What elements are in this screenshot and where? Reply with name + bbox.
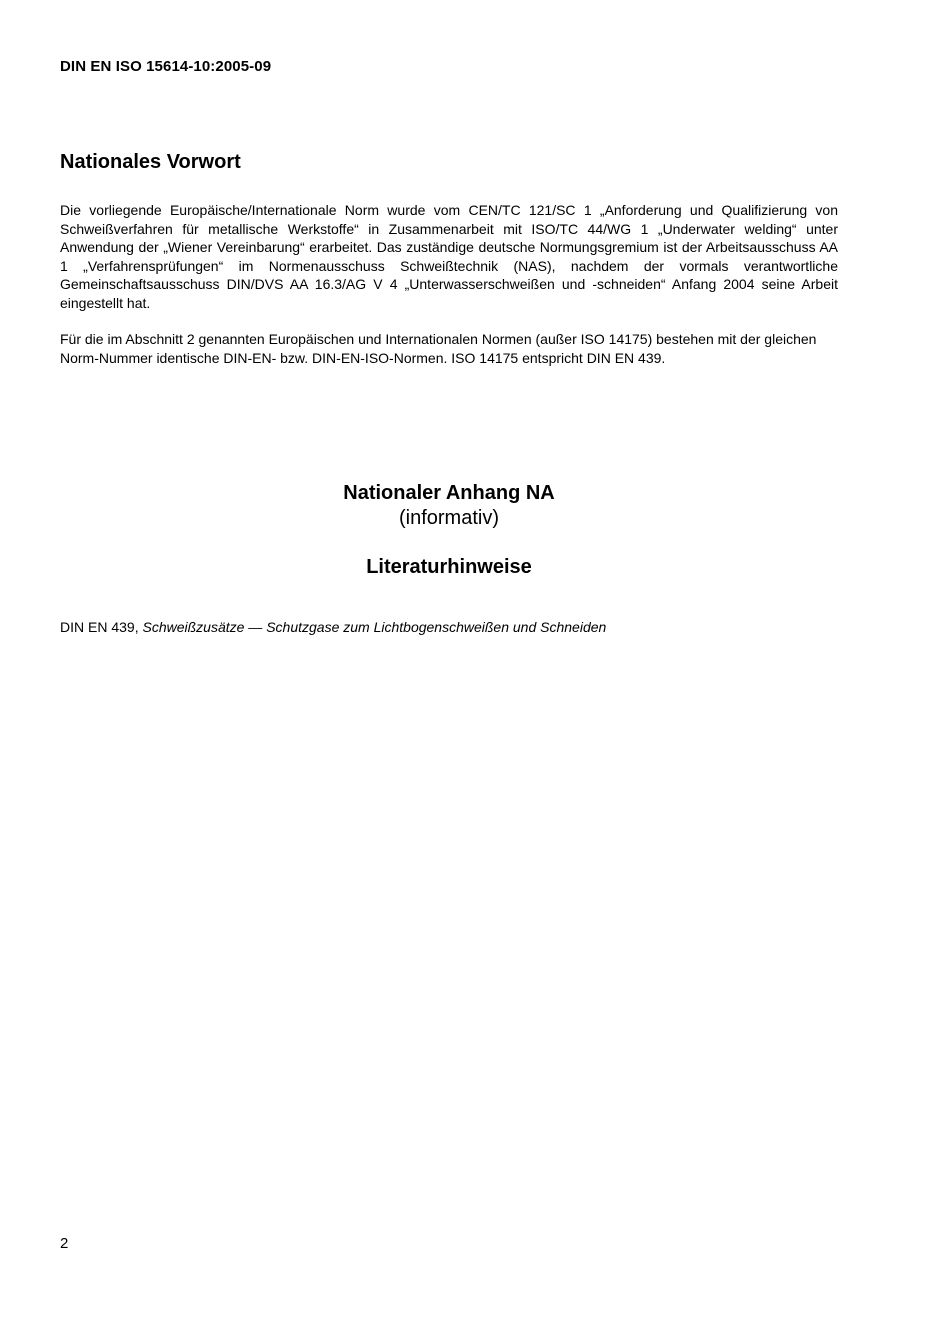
- document-identifier: DIN EN ISO 15614-10:2005-09: [60, 58, 272, 75]
- bibliography-heading: Literaturhinweise: [366, 556, 532, 578]
- reference-designation: DIN EN 439,: [60, 619, 139, 635]
- annex-title: Nationaler Anhang NA: [343, 482, 555, 504]
- foreword-paragraph-2: Für die im Abschnitt 2 genannten Europäischen und Internationalen Normen (außer ISO 14175) bestehen mit der gleichen Norm-Nummer identische DIN-EN- bzw. DIN-EN-ISO-Normen. ISO 14175 entspricht DIN EN 439.: [60, 331, 817, 366]
- foreword-heading: Nationales Vorwort: [60, 151, 241, 173]
- page-number: 2: [60, 1235, 69, 1252]
- foreword-paragraph-1: Die vorliegende Europäische/Internationale Norm wurde vom CEN/TC 121/SC 1 „Anforderung und Qualifizierung von Schweißverfahren für metallische Werkstoffe“ in Zusammenarbeit mit ISO/TC 44/WG 1 „Underwater welding“ unter Anwendung der „Wiener Vereinbarung“ erarbeitet. Das zuständige deutsche Normungsgremium ist der Arbeitsausschuss AA 1 „Verfahrensprüfungen“ im Normenausschuss Schweißtechnik (NAS), nachdem der vormals verantwortliche Gemeinschaftsausschuss DIN/DVS AA 16.3/AG V 4 „Unterwasserschweißen und -schneiden“ Anfang 2004 seine Arbeit eingestellt hat.: [60, 202, 838, 311]
- bibliography-reference: [60, 619, 606, 635]
- annex-subtitle: (informativ): [398, 507, 499, 529]
- reference-title: Schweißzusätze — Schutzgase zum Lichtbogenschweißen und Schneiden: [142, 619, 607, 635]
